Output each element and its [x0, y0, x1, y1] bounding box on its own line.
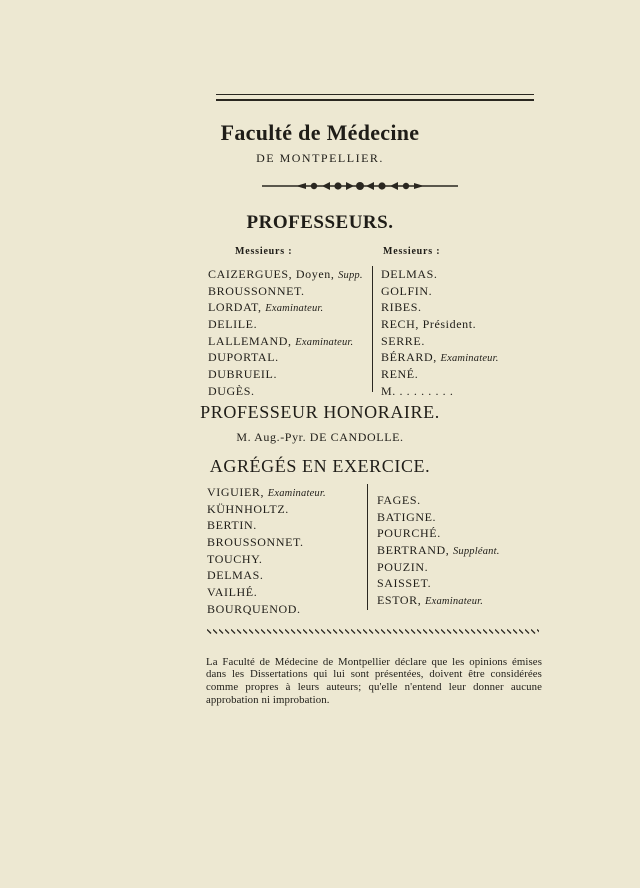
professors-right-column-head: Messieurs : — [383, 246, 441, 257]
professor-role: Examinateur. — [295, 336, 354, 348]
professor-name: DUGÈS. — [208, 383, 255, 398]
professor-role: Examinateur. — [265, 303, 324, 315]
agreges-column-divider — [367, 484, 368, 610]
list-item — [208, 383, 363, 400]
list-item — [207, 551, 326, 568]
professor-name: GOLFIN. — [381, 283, 433, 298]
agreges-heading: AGRÉGÉS EN EXERCICE. — [209, 456, 431, 476]
agrege-name: BERTIN. — [207, 518, 257, 533]
professor-name: DUBRUEIL. — [208, 367, 278, 382]
professor-name: RENÉ. — [381, 367, 419, 382]
list-item — [381, 316, 499, 333]
faculty-title: Faculté de Médecine — [220, 120, 420, 145]
list-item — [377, 575, 500, 592]
list-item — [208, 283, 363, 300]
list-item — [381, 299, 499, 316]
list-item — [208, 366, 363, 383]
agrege-name: VAILHÉ. — [207, 585, 258, 600]
professor-name: DELILE. — [208, 317, 258, 332]
list-item — [381, 333, 499, 350]
professors-right-list — [381, 266, 499, 400]
list-item — [377, 592, 500, 609]
agrege-name: DELMAS. — [207, 568, 264, 583]
agrege-name: ESTOR, — [377, 593, 425, 608]
professor-name: SERRE. — [381, 333, 425, 348]
agrege-role: Examinateur. — [267, 488, 326, 499]
professor-name: LORDAT, — [208, 300, 266, 315]
list-item — [208, 316, 363, 333]
ornament-divider — [262, 180, 458, 192]
ornamental-separator — [207, 629, 539, 634]
list-item — [207, 484, 326, 501]
list-item — [207, 534, 326, 551]
professors-left-list — [208, 266, 363, 400]
list-item — [207, 584, 326, 601]
faculty-disclaimer: La Faculté de Médecine de Montpellier déclare que les opinions émises dans les Dissertations qui lui sont présentées, doivent être considérées comme propres à leurs auteurs; qu'elle n'entend leur donner aucune approbation ni improbation. — [206, 655, 542, 706]
professor-role: Examinateur. — [440, 353, 499, 365]
professor-name: DUPORTAL. — [208, 350, 279, 365]
professor-name: CAIZERGUES, Doyen, — [208, 267, 339, 281]
agrege-role: Suppléant. — [452, 546, 500, 558]
agreges-left-list — [207, 484, 326, 618]
list-item — [208, 333, 363, 350]
professor-name: M. . . . . . . . . — [381, 383, 454, 398]
agrege-name: POUZIN. — [377, 559, 429, 574]
agrege-name: BERTRAND, — [377, 543, 453, 558]
professors-column-divider — [372, 266, 373, 392]
list-item — [377, 492, 500, 509]
list-item — [377, 559, 500, 576]
agrege-role: Examinateur. — [425, 596, 484, 608]
professor-name: RECH, Président. — [381, 317, 477, 332]
agrege-name: BATIGNE. — [377, 509, 437, 524]
professor-name: DELMAS. — [381, 267, 438, 281]
professor-name: LALLEMAND, — [208, 333, 296, 348]
agreges-right-list — [377, 492, 500, 609]
agrege-name: FAGES. — [377, 493, 421, 507]
list-item — [377, 509, 500, 526]
professor-name: BÉRARD, — [381, 350, 441, 365]
list-item — [207, 501, 326, 518]
agrege-name: BROUSSONNET. — [207, 535, 304, 550]
professors-left-column-head: Messieurs : — [235, 246, 293, 257]
list-item — [208, 299, 363, 316]
list-item — [381, 283, 499, 300]
list-item — [207, 567, 326, 584]
list-item — [381, 383, 499, 400]
list-item — [207, 601, 326, 618]
list-item — [377, 542, 500, 559]
top-double-rule — [216, 94, 534, 101]
list-item — [381, 349, 499, 366]
list-item — [377, 525, 500, 542]
professor-name: BROUSSONNET. — [208, 283, 305, 298]
list-item — [208, 349, 363, 366]
honorary-heading: PROFESSEUR HONORAIRE. — [200, 402, 440, 422]
professor-name: RIBES. — [381, 300, 422, 315]
faculty-subtitle: DE MONTPELLIER. — [256, 151, 384, 165]
list-item — [207, 517, 326, 534]
professors-heading: PROFESSEURS. — [246, 212, 394, 233]
list-item — [381, 366, 499, 383]
honorary-professor-name: M. Aug.-Pyr. DE CANDOLLE. — [236, 430, 404, 444]
agrege-name: TOUCHY. — [207, 551, 263, 566]
list-item — [208, 266, 363, 283]
professor-role: Supp. — [338, 270, 363, 281]
agrege-name: BOURQUENOD. — [207, 601, 301, 616]
agrege-name: POURCHÉ. — [377, 526, 441, 541]
list-item — [381, 266, 499, 283]
agrege-name: KÜHNHOLTZ. — [207, 501, 289, 516]
agrege-name: SAISSET. — [377, 576, 432, 591]
agrege-name: VIGUIER, — [207, 485, 268, 499]
